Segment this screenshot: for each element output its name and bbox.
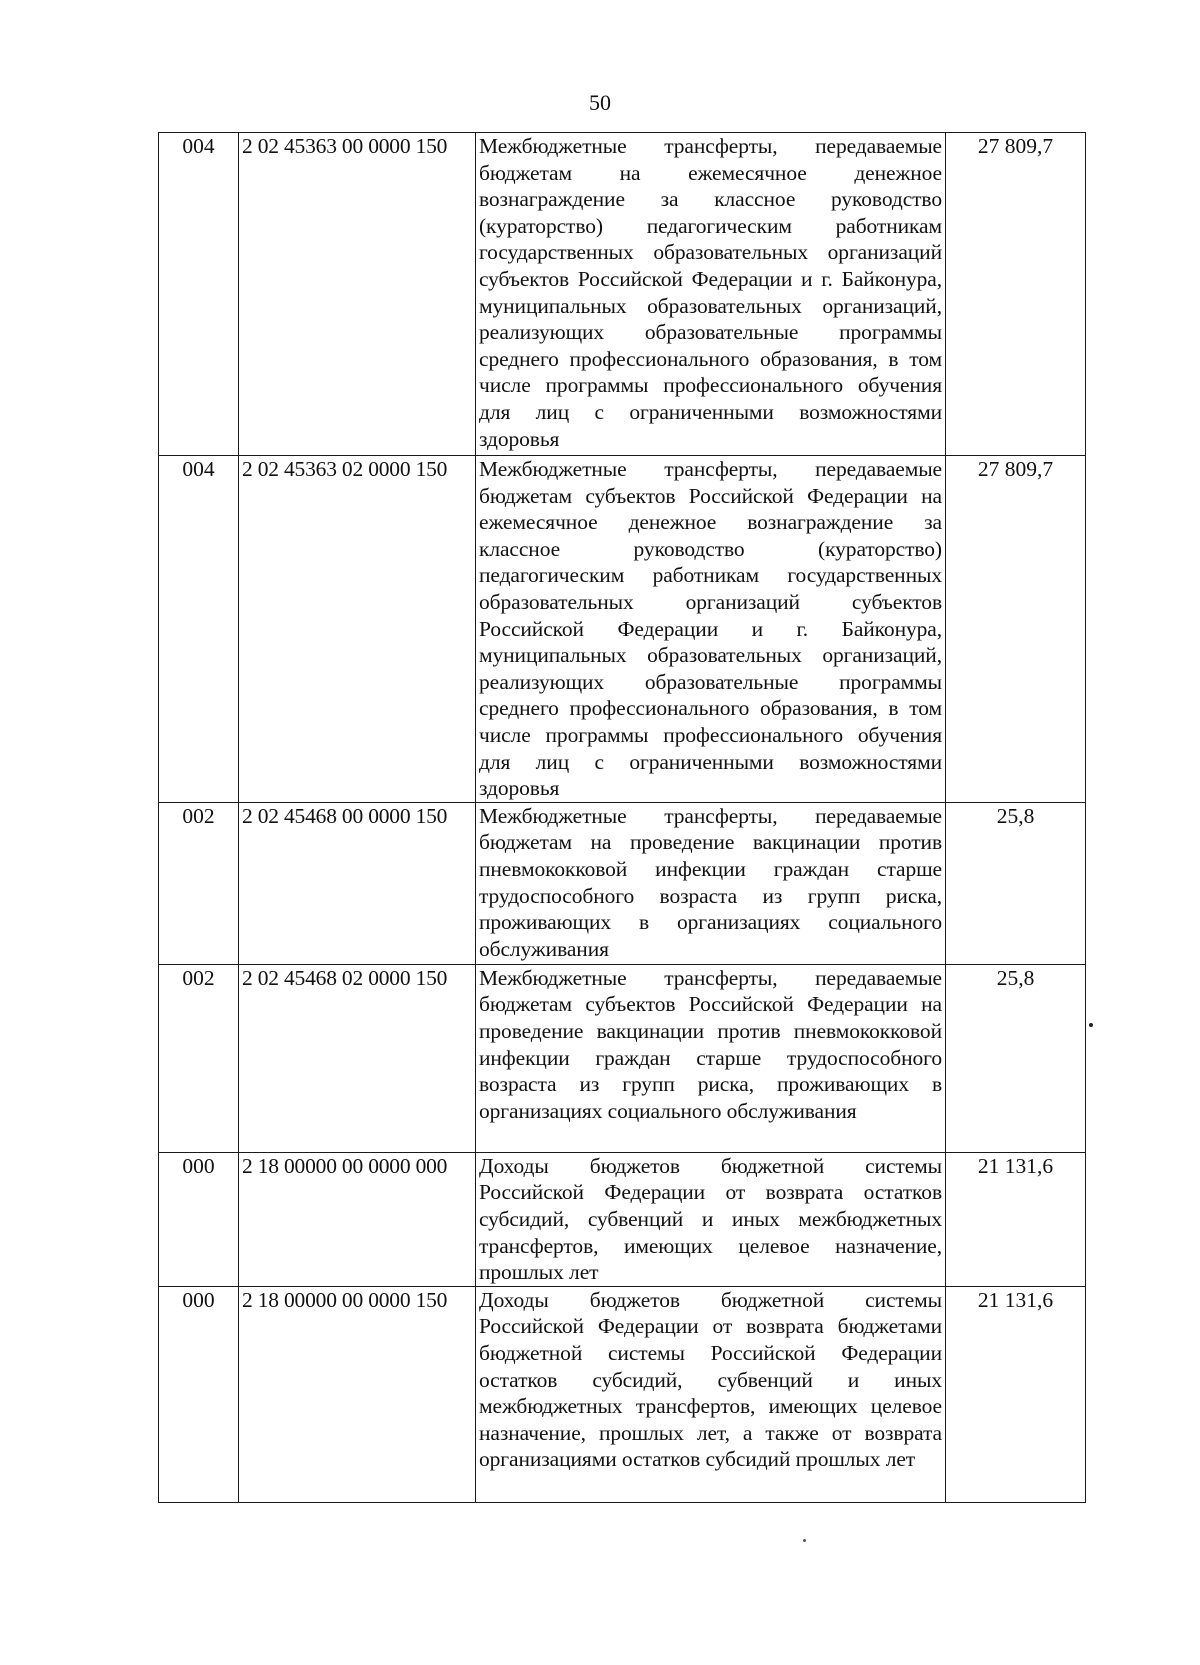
table-row — [159, 1152, 1086, 1286]
budget-classification-code-cell: 2 02 45468 00 0000 150 — [239, 802, 476, 964]
budget-classification-code-cell: 2 18 00000 00 0000 000 — [239, 1152, 476, 1286]
amount-cell: 27 809,7 — [946, 456, 1086, 803]
page-number: 50 — [589, 90, 611, 115]
table-row — [159, 1286, 1086, 1502]
table-row — [159, 456, 1086, 803]
admin-code-cell: 004 — [159, 133, 239, 456]
budget-classification-code-cell: 2 02 45468 02 0000 150 — [239, 964, 476, 1152]
amount-cell: 21 131,6 — [946, 1152, 1086, 1286]
budget-classification-code-cell: 2 18 00000 00 0000 150 — [239, 1286, 476, 1502]
table-row — [159, 964, 1086, 1152]
revenue-name-cell: Доходы бюджетов бюджетной системы Российской Федерации от возврата остатков субсидий, субвенций и иных межбюджетных трансфертов, имеющих целевое назначение, прошлых лет — [476, 1152, 946, 1286]
admin-code-cell: 004 — [159, 456, 239, 803]
budget-revenue-table — [158, 132, 1086, 1503]
admin-code-cell: 002 — [159, 964, 239, 1152]
revenue-name-cell: Межбюджетные трансферты, передаваемые бюджетам на ежемесячное денежное вознаграждение за классное руководство (кураторство) педагогическим работникам государственных образовательных организаций субъектов Российской Федерации и г. Байконура, муниципальных образовательных организаций, реализующих образовательные программы среднего профессионального образования, в том числе программы профессионального обучения для лиц с ограниченными возможностями здоровья — [476, 133, 946, 456]
admin-code-cell: 002 — [159, 802, 239, 964]
revenue-name-cell: Межбюджетные трансферты, передаваемые бюджетам субъектов Российской Федерации на проведение вакцинации против пневмококковой инфекции граждан старше трудоспособного возраста из групп риска, проживающих в организациях социального обслуживания — [476, 964, 946, 1152]
amount-cell: 21 131,6 — [946, 1286, 1086, 1502]
table-row — [159, 802, 1086, 964]
table-row — [159, 133, 1086, 456]
amount-cell: 25,8 — [946, 964, 1086, 1152]
revenue-name-cell: Межбюджетные трансферты, передаваемые бюджетам на проведение вакцинации против пневмококковой инфекции граждан старше трудоспособного возраста из групп риска, проживающих в организациях социального обслуживания — [476, 802, 946, 964]
amount-cell: 27 809,7 — [946, 133, 1086, 456]
admin-code-cell: 000 — [159, 1286, 239, 1502]
revenue-name-cell: Межбюджетные трансферты, передаваемые бюджетам субъектов Российской Федерации на ежемесячное денежное вознаграждение за классное руководство (кураторство) педагогическим работникам государственных образовательных организаций субъектов Российской Федерации и г. Байконура, муниципальных образовательных организаций, реализующих образовательные программы среднего профессионального образования, в том числе программы профессионального обучения для лиц с ограниченными возможностями здоровья — [476, 456, 946, 803]
admin-code-cell: 000 — [159, 1152, 239, 1286]
revenue-name-cell: Доходы бюджетов бюджетной системы Российской Федерации от возврата бюджетами бюджетной системы Российской Федерации остатков субсидий, субвенций и иных межбюджетных трансфертов, имеющих целевое назначение, прошлых лет, а также от возврата организациями остатков субсидий прошлых лет — [476, 1286, 946, 1502]
budget-classification-code-cell: 2 02 45363 00 0000 150 — [239, 133, 476, 456]
budget-classification-code-cell: 2 02 45363 02 0000 150 — [239, 456, 476, 803]
scan-speck — [803, 1539, 806, 1542]
scan-speck — [1089, 1023, 1093, 1027]
amount-cell: 25,8 — [946, 802, 1086, 964]
